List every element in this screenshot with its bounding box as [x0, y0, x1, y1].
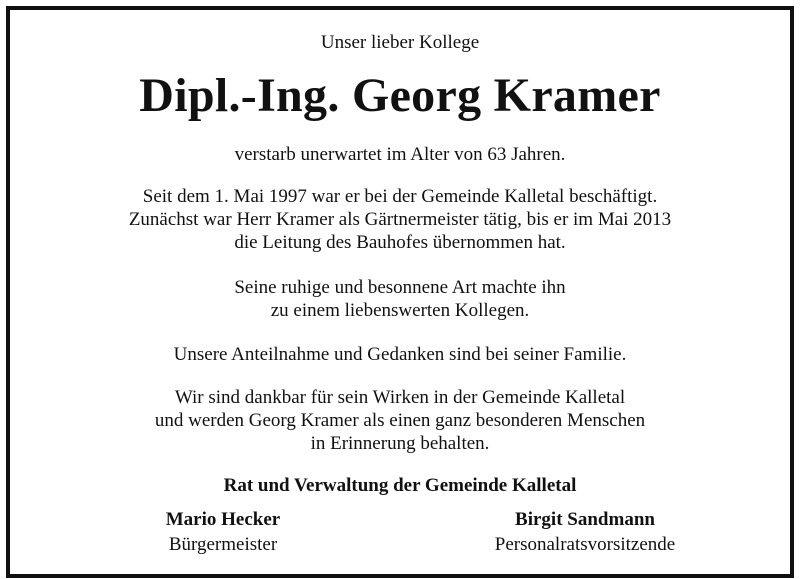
text-line: Wir sind dankbar für sein Wirken in der Gemeinde Kalletal — [174, 387, 626, 408]
signatory-name: Birgit Sandmann — [515, 509, 655, 530]
text-line: in Erinnerung behalten. — [310, 433, 490, 454]
text-line: Unsere Anteilnahme und Gedanken sind bei seiner Familie. — [173, 344, 627, 365]
text-line: und werden Georg Kramer als einen ganz besonderen Menschen — [154, 410, 646, 431]
obituary-frame — [6, 6, 794, 578]
text-line: Zunächst war Herr Kramer als Gärtnermeister tätig, bis er im Mai 2013 — [128, 209, 672, 230]
text-line: zu einem liebenswerten Kollegen. — [270, 300, 530, 321]
organization-line: Rat und Verwaltung der Gemeinde Kalletal — [223, 475, 577, 496]
signatory-mayor — [148, 507, 298, 557]
signatory-role: Bürgermeister — [168, 534, 278, 555]
paragraph-condolence — [10, 343, 790, 366]
signatory-name: Mario Hecker — [165, 509, 281, 530]
signatory-staff-council — [460, 507, 710, 557]
text-line: Seit dem 1. Mai 1997 war er bei der Gemeinde Kalletal beschäftigt. — [142, 186, 658, 207]
text-line: die Leitung des Bauhofes übernommen hat. — [234, 232, 566, 253]
paragraph-character — [10, 276, 790, 322]
paragraph-gratitude — [10, 386, 790, 455]
deceased-name: Dipl.-Ing. Georg Kramer — [139, 69, 661, 122]
signatory-role: Personalratsvorsitzende — [494, 534, 676, 555]
paragraph-career — [10, 185, 790, 254]
text-line: Seine ruhige und besonnene Art machte ihn — [234, 277, 566, 298]
age-line: verstarb unerwartet im Alter von 63 Jahren. — [234, 144, 566, 165]
intro-line: Unser lieber Kollege — [320, 32, 480, 53]
